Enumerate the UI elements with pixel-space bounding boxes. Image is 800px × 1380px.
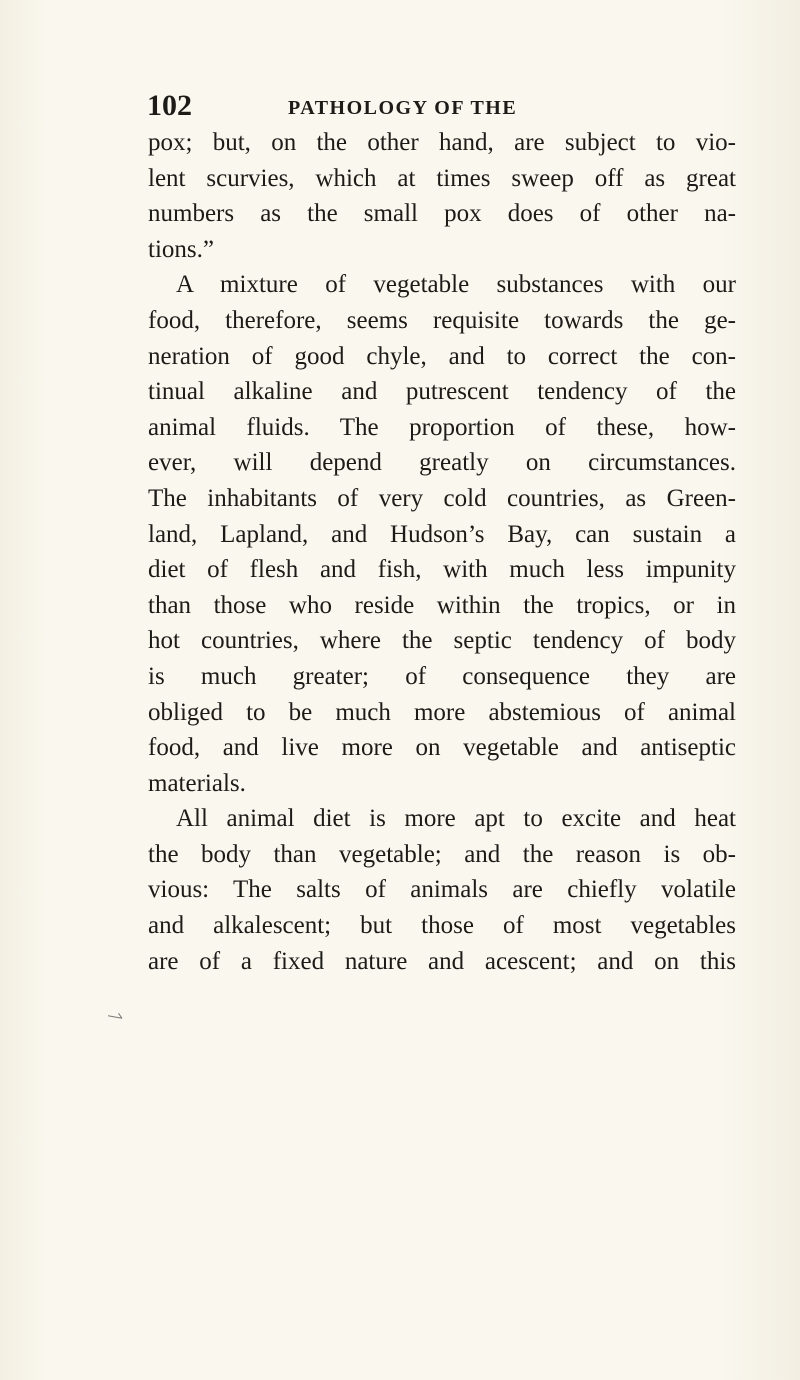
- text-line: numbers as the small pox does of other na-: [148, 200, 736, 228]
- text-line: ever, will depend greatly on circumstances.: [148, 449, 736, 477]
- text-line: and alkalescent; but those of most vegetables: [148, 912, 736, 940]
- text-line: than those who reside within the tropics, or in: [148, 591, 736, 619]
- margin-pencil-mark: [105, 1007, 124, 1026]
- text-line: food, therefore, seems requisite towards the ge-: [148, 306, 736, 334]
- text-line: are of a fixed nature and acescent; and on this: [148, 947, 736, 975]
- text-line: the body than vegetable; and the reason is ob-: [148, 840, 736, 868]
- text-line: All animal diet is more apt to excite and heat: [176, 805, 736, 833]
- text-line: obliged to be much more abstemious of animal: [148, 698, 736, 726]
- text-line: animal fluids. The proportion of these, how-: [148, 413, 736, 441]
- text-line: pox; but, on the other hand, are subject to vio-: [148, 129, 736, 156]
- text-line: diet of flesh and fish, with much less impunity: [148, 556, 736, 584]
- page-number: 102: [147, 89, 192, 122]
- text-line: tinual alkaline and putrescent tendency of the: [148, 378, 736, 406]
- text-line: The inhabitants of very cold countries, as Green-: [148, 484, 736, 512]
- running-head: [0, 86, 800, 126]
- text-line: vious: The salts of animals are chiefly volatile: [148, 876, 736, 904]
- text-line: lent scurvies, which at times sweep off as great: [148, 164, 736, 192]
- text-line: is much greater; of consequence they are: [148, 662, 736, 690]
- text-line: A mixture of vegetable substances with our: [176, 271, 736, 299]
- text-line: food, and live more on vegetable and antiseptic: [148, 734, 736, 762]
- body-text: [148, 125, 736, 979]
- text-line: materials.: [148, 769, 246, 797]
- text-line: land, Lapland, and Hudson’s Bay, can sustain a: [148, 520, 736, 548]
- text-line: neration of good chyle, and to correct the con-: [148, 342, 736, 370]
- running-title: PATHOLOGY OF THE: [288, 97, 518, 119]
- text-line: tions.”: [148, 235, 214, 263]
- text-line: hot countries, where the septic tendency of body: [148, 627, 736, 655]
